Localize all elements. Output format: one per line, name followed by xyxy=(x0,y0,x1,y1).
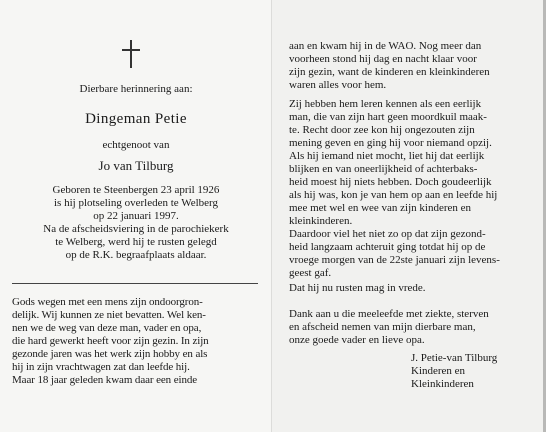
body-line: Zij hebben hem leren kennen als een eerlijk xyxy=(289,98,482,110)
deceased-name: Dingeman Petie xyxy=(85,111,187,127)
body-line: en afscheid nemen van mijn dierbare man, xyxy=(289,321,476,333)
right-page xyxy=(272,0,546,432)
body-line: mening geven en ging hij voor niemand opzij. xyxy=(289,137,492,149)
details-line: is hij plotseling overleden te Welberg xyxy=(54,197,218,209)
details-line: Geboren te Steenbergen 23 april 1926 xyxy=(52,184,220,196)
body-line: waren alles voor hem. xyxy=(289,79,387,91)
signature-line: J. Petie-van Tilburg xyxy=(411,352,498,364)
details-line: te Welberg, werd hij te rusten gelegd xyxy=(55,236,217,248)
body-line: hij in zijn vrachtwagen zat dan leefde hij. xyxy=(12,361,190,373)
signature-line: Kinderen en xyxy=(411,365,466,377)
body-line: mee met wel en wee van zijn kinderen en xyxy=(289,202,472,214)
body-line: voorheen stond hij dag en nacht klaar voor xyxy=(289,53,477,65)
body-line: Als hij iemand niet mocht, liet hij dat eerlijk xyxy=(289,150,485,162)
body-line: nen we de weg van deze man, vader en opa, xyxy=(12,322,202,334)
body-line: blijken en van oneerlijkheid of achterbaks- xyxy=(289,163,478,175)
body-line: heid langzaam achteruit ging totdat hij op de xyxy=(289,241,486,253)
body-line: aan en kwam hij in de WAO. Nog meer dan xyxy=(289,40,482,52)
body-line: man, die van zijn hart geen moordkuil maak- xyxy=(289,111,487,123)
signature-block xyxy=(411,352,497,391)
body-line: heid moest hij niets hebben. Doch goudeerlijk xyxy=(289,176,492,188)
spouse-name: Jo van Tilburg xyxy=(98,158,174,173)
paragraph-wao xyxy=(289,40,490,92)
body-line: Daardoor viel het niet zo op dat zijn gezond- xyxy=(289,228,486,240)
body-line: onze goede vader en lieve opa. xyxy=(289,334,425,346)
details-block xyxy=(0,184,272,262)
paragraph-rest xyxy=(289,282,426,295)
intro-text: Dierbare herinnering aan: xyxy=(79,83,193,95)
body-line: geest gaf. xyxy=(289,267,332,279)
left-page xyxy=(0,0,272,432)
body-line: gezonde jaren was het werk zijn hobby en als xyxy=(12,348,208,360)
body-line: delijk. Wij kunnen ze niet bevatten. Wel ken- xyxy=(12,309,206,321)
body-line: Dat hij nu rusten mag in vrede. xyxy=(289,282,426,294)
paragraph-thanks xyxy=(289,308,489,347)
paragraph-character xyxy=(289,98,500,280)
body-line: te. Recht door zee kon hij ongezouten zijn xyxy=(289,124,475,136)
details-line: op 22 januari 1997. xyxy=(93,210,179,222)
body-line: Dank aan u die meeleefde met ziekte, sterven xyxy=(289,308,489,320)
body-line: vroege morgen van de 22ste januari zijn levens- xyxy=(289,254,500,266)
details-line: Na de afscheidsviering in de parochiekerk xyxy=(43,223,229,235)
signature-line: Kleinkinderen xyxy=(411,378,474,390)
spouse-label: echtgenoot van xyxy=(102,139,170,151)
left-body-text xyxy=(12,296,209,387)
details-line: op de R.K. begraafplaats aldaar. xyxy=(65,249,207,261)
body-line: als hij was, kon je van hem op aan en leefde hij xyxy=(289,189,498,201)
body-line: zijn gezin, want de kinderen en kleinkinderen xyxy=(289,66,490,78)
body-line: Gods wegen met een mens zijn ondoorgron- xyxy=(12,296,203,308)
body-line: die hard gewerkt heeft voor zijn gezin. In zijn xyxy=(12,335,209,347)
divider-line xyxy=(12,283,258,284)
body-line: Maar 18 jaar geleden kwam daar een einde xyxy=(12,374,198,386)
cross-icon xyxy=(122,40,140,68)
body-line: kleinkinderen. xyxy=(289,215,353,227)
